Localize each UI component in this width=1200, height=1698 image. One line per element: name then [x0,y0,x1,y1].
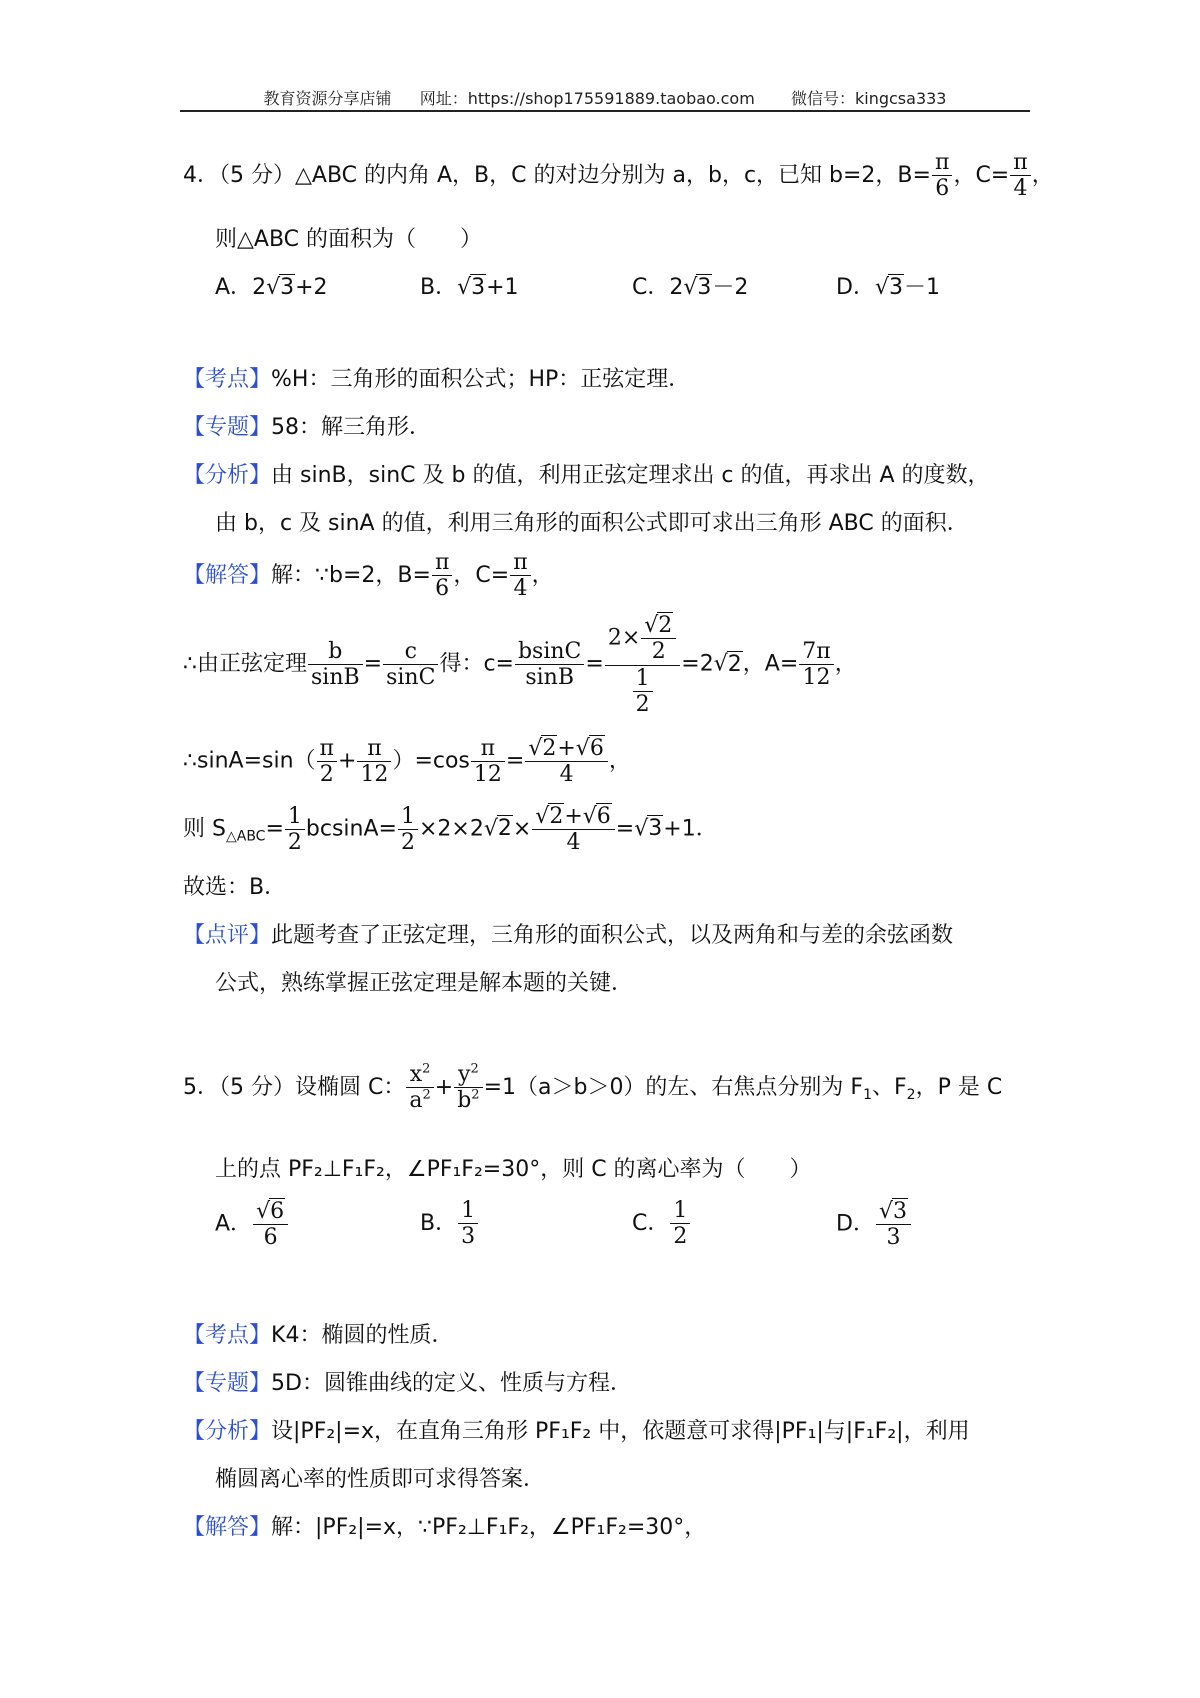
q4-fenxi: 【分析】由 sinB，sinC 及 b 的值，利用正弦定理求出 c 的值，再求出 A 的度数， [183,463,990,488]
q4-dianping: 【点评】此题考查了正弦定理，三角形的面积公式，以及两角和与差的余弦函数 [183,923,954,948]
q5-jieda: 【解答】解：|PF₂|=x，∵PF₂⊥F₁F₂，∠PF₁F₂=30°， [183,1515,707,1540]
q5-option-d: D． $\frac{√3}{3}$ [836,1198,912,1251]
q4-fenxi-line2: 由 b，c 及 sinA 的值，利用三角形的面积公式即可求出三角形 ABC 的面积． [215,511,969,536]
q5-stem-line2: 上的点 PF₂⊥F₁F₂，∠PF₁F₂=30°，则 C 的离心率为（ ） [215,1157,812,1182]
q5-option-a: A． $\frac{√6}{6}$ [215,1198,289,1251]
frac-pi-4: $\frac{\pi}{4}$ [1010,150,1030,202]
q5-option-b: B． $\frac{1}{3}$ [420,1198,479,1250]
q4-kaodian: 【考点】%H：三角形的面积公式；HP：正弦定理． [183,367,691,392]
q4-option-b: B．√3+1 [420,275,519,300]
q4-solution-step1: ∴由正弦定理 $\frac{b}{\sin B}$ = $\frac{c}{\sin C}$ 得：c= $\frac{bsinC}{\sin B}$ = 2× $\frac{√2}{2}$ $\frac{1}{2}$ =2√2，A= $\frac{7\pi}{12}$ ， [183,613,857,717]
page-header [180,86,1030,109]
q4-stem-line2: 则△ABC 的面积为（ ） [215,227,483,252]
q5-zhuanti: 【专题】5D：圆锥曲线的定义、性质与方程． [183,1371,632,1396]
q5-option-c: C． $\frac{1}{2}$ [632,1198,691,1250]
q5-fenxi: 【分析】设|PF₂|=x，在直角三角形 PF₁F₂ 中，依题意可求得|PF₁|与|F₁F₂|，利用 [183,1419,970,1444]
header-divider [180,110,1030,112]
q4-solution-step2: ∴sinA=sin（ $\frac{\pi}{2}$ + $\frac{\pi}{12}$ ）=cos $\frac{\pi}{12}$ = $\frac{√2+√6}{4}$ ， [183,735,631,788]
header-wechat-label: 微信号： [790,89,855,108]
header-url: https://shop175591889.taobao.com [467,89,755,108]
q4-solution-step3: 则 $S_{\triangle ABC}=$ $\frac{1}{2}$ bcsinA= $\frac{1}{2}$ ×2×2√2× $\frac{√2+√6}{4}$ =√3+1． [183,803,718,856]
frac-pi-6: $\frac{\pi}{6}$ [932,150,952,202]
q4-zhuanti: 【专题】58：解三角形． [183,415,432,440]
q5-kaodian: 【考点】K4：椭圆的性质． [183,1323,454,1348]
q4-option-a: A．2√3+2 [215,275,328,300]
header-shop: 教育资源分享店铺 [263,89,392,108]
q4-option-d: D．√3－1 [836,275,940,300]
q4-dianping-line2: 公式，熟练掌握正弦定理是解本题的关键． [215,971,634,996]
q4-jieda: 【解答】解：∵b=2，B= $\frac{\pi}{6}$ ，C= $\frac{\pi}{4}$ ， [183,550,554,602]
q4-stem: 4．（5 分）△ABC 的内角 A，B，C 的对边分别为 a，b，c，已知 b=2，B= $\frac{\pi}{6}$ ，C= $\frac{\pi}{4}$ ， [183,150,1054,202]
q4-option-c: C．2√3－2 [632,275,749,300]
header-url-label: 网址： [419,89,468,108]
q5-fenxi-line2: 椭圆离心率的性质即可求得答案． [215,1467,546,1492]
q5-stem: 5．（5 分）设椭圆 C： $\frac{x^2}{a^2}$ + $\frac{y^2}{b^2}$ =1（a＞b＞0）的左、右焦点分别为 $F_1$、$F_2$，P 是 C [183,1061,1003,1114]
header-wechat: kingcsa333 [855,89,947,108]
q4-answer: 故选：B． [183,875,287,900]
